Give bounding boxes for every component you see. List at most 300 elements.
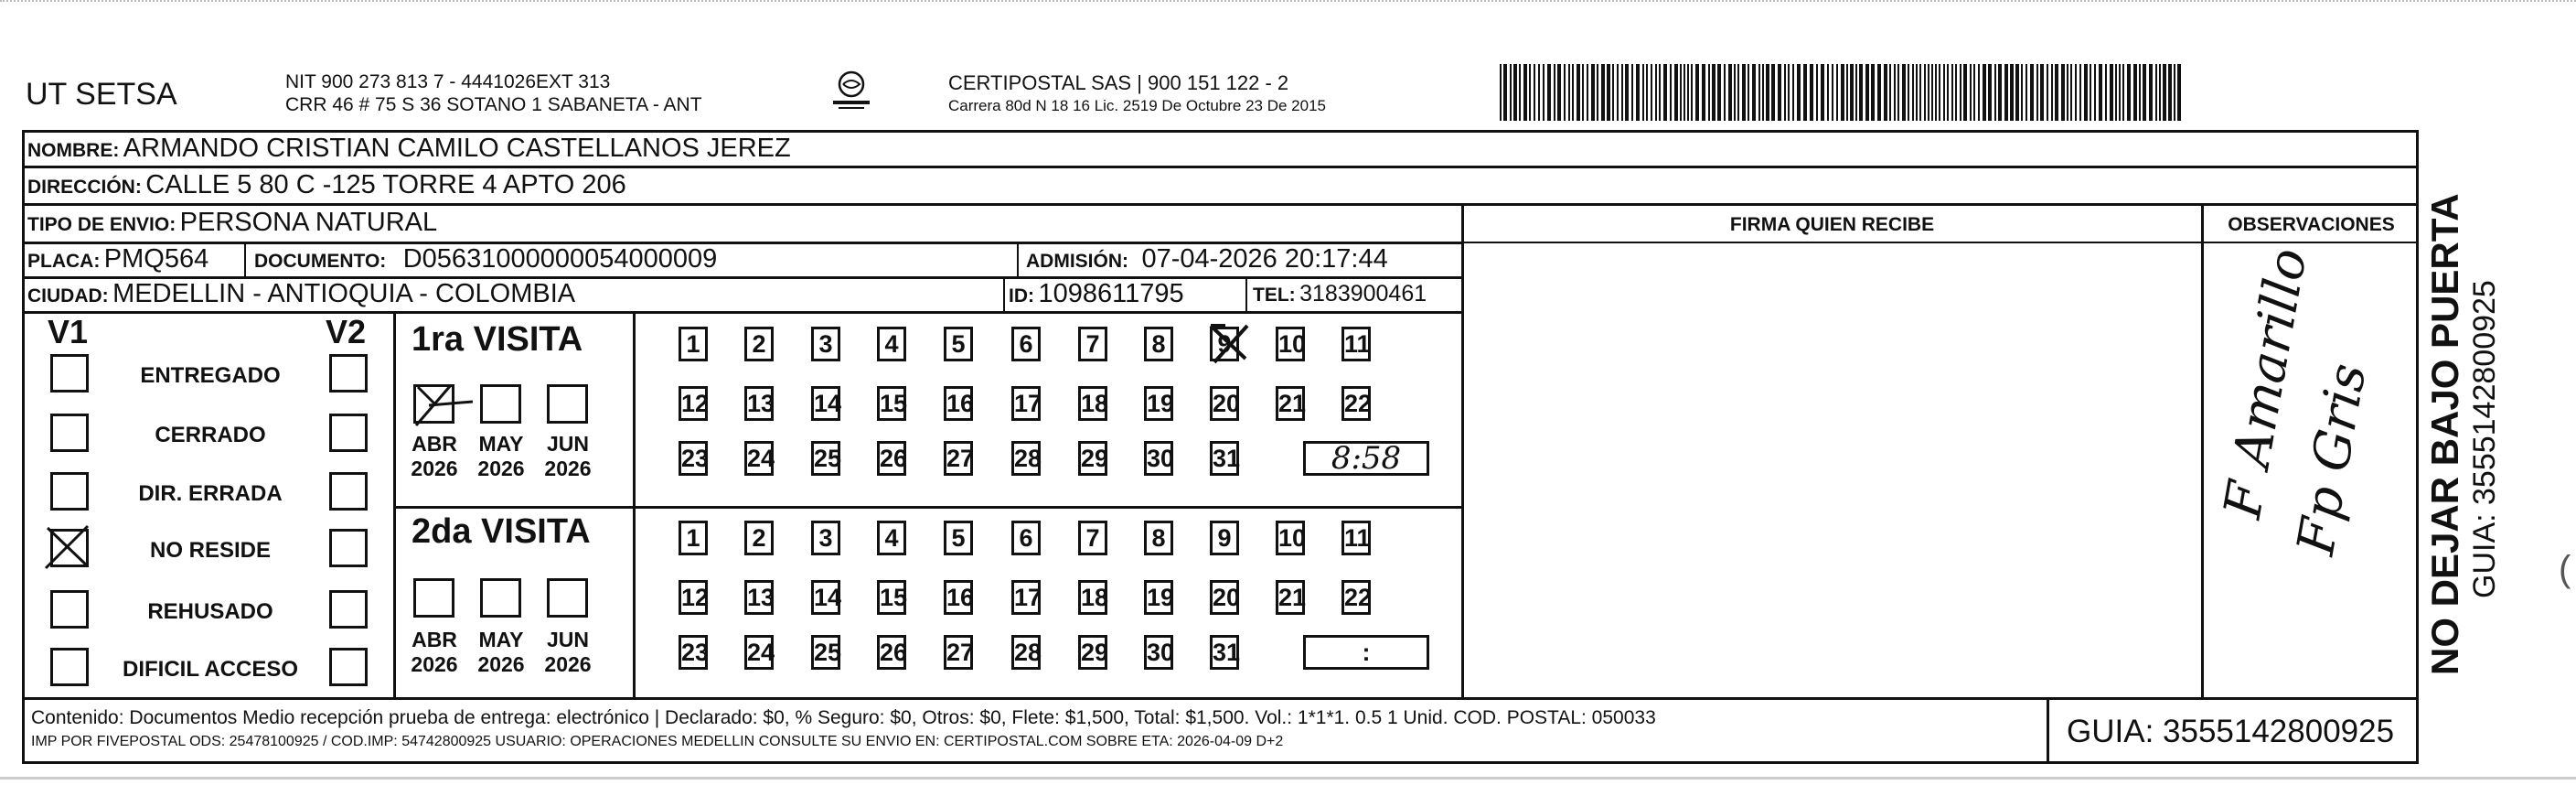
month-name: ABR: [412, 432, 457, 456]
visit-1-title: 1ra VISITA: [412, 320, 583, 359]
certipostal-title: CERTIPOSTAL SAS | 900 151 122 - 2: [948, 71, 1289, 94]
barcode-bar: [2090, 64, 2091, 121]
barcode-bar: [2122, 64, 2124, 121]
barcode-bar: [1625, 64, 1629, 121]
day-box[interactable]: 6: [1011, 327, 1041, 361]
status-option-label: ENTREGADO: [140, 363, 281, 388]
day-box[interactable]: 2: [744, 521, 774, 555]
month-label: [469, 432, 533, 481]
barcode-bar: [1877, 64, 1881, 121]
day-box[interactable]: 20: [1210, 386, 1239, 421]
barcode-bar: [1788, 64, 1790, 121]
barcode-bar: [1500, 64, 1502, 121]
day-box[interactable]: 28: [1011, 441, 1041, 476]
barcode-bar: [2051, 64, 2053, 121]
col-divider-observaciones: [2201, 203, 2204, 697]
barcode-bar: [1557, 64, 1561, 121]
day-box[interactable]: 31: [1210, 441, 1239, 476]
status-option-label: DIR. ERRADA: [138, 481, 283, 506]
v2-label: V2: [326, 313, 367, 350]
day-box[interactable]: 1: [679, 521, 708, 555]
v2-checkbox[interactable]: [329, 354, 368, 392]
barcode-bar: [1983, 64, 1986, 121]
barcode-bar: [1963, 64, 1967, 121]
admision-label: ADMISIÓN:: [1026, 251, 1128, 272]
day-box[interactable]: 30: [1144, 441, 1173, 476]
barcode-bar: [1577, 64, 1580, 121]
day-box[interactable]: 29: [1078, 635, 1107, 670]
day-box[interactable]: 17: [1011, 580, 1041, 615]
barcode-bar: [1503, 64, 1507, 121]
day-box[interactable]: 27: [944, 441, 973, 476]
barcode-bar: [2099, 64, 2102, 121]
company-name: UT SETSA: [26, 77, 177, 112]
barcode-bar: [1836, 64, 1838, 121]
barcode-bar: [1717, 64, 1721, 121]
barcode-bar: [1564, 64, 1566, 121]
day-box[interactable]: 8: [1144, 521, 1173, 555]
month-name: MAY: [478, 432, 524, 456]
tel-label: TEL:: [1253, 285, 1296, 306]
barcode-bar: [1523, 64, 1527, 121]
barcode-bar: [1621, 64, 1623, 121]
day-box[interactable]: 16: [944, 386, 973, 421]
barcode-bar: [2079, 64, 2081, 121]
day-box[interactable]: 23: [679, 635, 708, 670]
day-box[interactable]: 21: [1276, 580, 1305, 615]
day-box[interactable]: 14: [811, 386, 840, 421]
scan-edge-bottom: [0, 777, 2576, 780]
barcode-bar: [1803, 64, 1807, 121]
day-box[interactable]: 4: [877, 327, 906, 361]
barcode-bar: [2168, 64, 2172, 121]
day-box[interactable]: 14: [811, 580, 840, 615]
day-box[interactable]: 22: [1341, 386, 1371, 421]
barcode-bar: [2174, 64, 2175, 121]
barcode-bar: [1670, 64, 1672, 121]
day-check-mark: [1207, 322, 1251, 366]
scan-mark: (: [2559, 549, 2571, 589]
barcode-bar: [1897, 64, 1899, 121]
barcode-bar: [1724, 64, 1726, 121]
address-line: CRR 46 # 75 S 36 SOTANO 1 SABANETA - ANT: [285, 94, 702, 115]
barcode-bar: [1554, 64, 1555, 121]
v2-checkbox[interactable]: [329, 648, 368, 686]
day-box[interactable]: 4: [877, 521, 906, 555]
v1-checkbox[interactable]: [50, 414, 89, 452]
month-year: 2026: [411, 457, 458, 480]
barcode-bar: [1970, 64, 1972, 121]
months-divider: [633, 311, 636, 697]
nombre-field: [27, 134, 791, 164]
barcode-bar: [1572, 64, 1574, 121]
month-year: 2026: [477, 457, 525, 480]
barcode-bar: [2094, 64, 2096, 121]
barcode-bar: [1871, 64, 1875, 121]
v1-checkbox[interactable]: [50, 529, 89, 567]
month-label: [402, 432, 466, 481]
row-line: [22, 166, 2419, 168]
barcode-bar: [2036, 64, 2038, 121]
day-box[interactable]: 26: [877, 441, 906, 476]
barcode-bar: [1827, 64, 1829, 121]
certipostal-sub: Carrera 80d N 18 16 Lic. 2519 De Octubre 23 De 2015: [948, 97, 1326, 114]
barcode-bar: [1943, 64, 1945, 121]
barcode-bar: [2030, 64, 2034, 121]
month-year: 2026: [544, 652, 592, 676]
barcode-bar: [1587, 64, 1588, 121]
barcode-bar: [2143, 64, 2146, 121]
no-dejar-warning: NO DEJAR BAJO PUERTA: [2423, 193, 2466, 675]
barcode-bar: [1601, 64, 1605, 121]
barcode-bar: [1797, 64, 1801, 121]
firma-header: FIRMA QUIEN RECIBE: [1729, 214, 1935, 235]
barcode-bar: [1659, 64, 1661, 121]
barcode-bar: [1784, 64, 1786, 121]
barcode-bar: [1832, 64, 1833, 121]
day-box[interactable]: 29: [1078, 441, 1107, 476]
day-box[interactable]: 12: [679, 386, 708, 421]
month-name: ABR: [412, 628, 457, 651]
barcode-bar: [2021, 64, 2023, 121]
direccion-value: CALLE 5 80 C -125 TORRE 4 APTO 206: [145, 170, 626, 199]
barcode-bar: [2070, 64, 2072, 121]
month-checkbox-may[interactable]: [480, 384, 521, 424]
barcode-bar: [2133, 64, 2137, 121]
barcode-bar: [1846, 64, 1848, 121]
barcode-bar: [1928, 64, 1929, 121]
barcode-bar: [2110, 64, 2113, 121]
barcode-bar: [1931, 64, 1933, 121]
day-box[interactable]: 13: [744, 580, 774, 615]
barcode-bar: [1947, 64, 1949, 121]
footer-imp: IMP POR FIVEPOSTAL ODS: 25478100925 / COD.IMP: 54742800925 USUARIO: OPERACIONES MEDELLIN CONSULTE SU ENVIO EN: CERTIPOSTAL.COM SOBRE ETA: 2026-04-09 D+2: [31, 734, 1284, 749]
id-field: [1009, 279, 1184, 309]
nombre-label: NOMBRE:: [27, 140, 120, 161]
barcode-bar: [2139, 64, 2141, 121]
barcode-bar: [1865, 64, 1869, 121]
day-box[interactable]: 19: [1144, 386, 1173, 421]
barcode-bar: [2075, 64, 2077, 121]
barcode-bar: [1919, 64, 1921, 121]
id-value: 1098611795: [1038, 279, 1184, 308]
day-box[interactable]: 7: [1078, 327, 1107, 361]
month-label: [536, 628, 600, 677]
status-option-label: NO RESIDE: [149, 538, 272, 563]
barcode-bar: [2155, 64, 2157, 121]
barcode-bar: [1748, 64, 1749, 121]
barcode-bar: [1655, 64, 1657, 121]
day-box[interactable]: 2: [744, 327, 774, 361]
status-option-label: DIFICIL ACCESO: [122, 657, 298, 682]
barcode-bar: [1534, 64, 1535, 121]
barcode-bar: [1955, 64, 1957, 121]
day-box[interactable]: 24: [744, 635, 774, 670]
col-divider-firma: [1461, 203, 1464, 697]
barcode-bar: [2119, 64, 2121, 121]
barcode-bar: [1951, 64, 1953, 121]
barcode-bar: [2026, 64, 2027, 121]
admision-divider: [1017, 242, 1019, 276]
barcode-bar: [1591, 64, 1595, 121]
month-year: 2026: [544, 457, 592, 480]
barcode-bar: [2055, 64, 2058, 121]
documento-value: D05631000000054000009: [402, 244, 718, 274]
tel-field: [1253, 281, 1427, 307]
barcode-bar: [1884, 64, 1887, 121]
day-box[interactable]: 20: [1210, 580, 1239, 615]
barcode-bar: [1728, 64, 1732, 121]
barcode-bar: [2061, 64, 2065, 121]
day-box[interactable]: 31: [1210, 635, 1239, 670]
day-box[interactable]: 28: [1011, 635, 1041, 670]
barcode-bar: [1752, 64, 1756, 121]
day-box[interactable]: 15: [877, 580, 906, 615]
id-label: ID:: [1009, 285, 1034, 306]
day-box[interactable]: 6: [1011, 521, 1041, 555]
barcode-bar: [1821, 64, 1824, 121]
day-box[interactable]: 11: [1341, 327, 1371, 361]
day-box[interactable]: 25: [811, 441, 840, 476]
day-box[interactable]: 8: [1144, 327, 1173, 361]
v2-checkbox[interactable]: [329, 414, 368, 452]
barcode-bar: [1674, 64, 1678, 121]
barcode-bar: [1994, 64, 1996, 121]
visit-divider: [393, 506, 1461, 509]
barcode-bar: [1998, 64, 2002, 121]
barcode-bar: [1683, 64, 1685, 121]
status-divider: [393, 311, 396, 697]
tel-value: 3183900461: [1299, 281, 1427, 306]
barcode-bar: [1939, 64, 1940, 121]
month-name: JUN: [546, 628, 589, 651]
barcode-bar: [1908, 64, 1909, 121]
v1-checkbox[interactable]: [50, 590, 89, 629]
tipo-envio-field: [27, 208, 437, 238]
barcode-bar: [1902, 64, 1906, 121]
barcode-bar: [1687, 64, 1689, 121]
barcode-bar: [1912, 64, 1914, 121]
barcode-bar: [1538, 64, 1540, 121]
barcode-bar: [2067, 64, 2068, 121]
placa-divider: [244, 242, 246, 276]
side-guia: GUIA: 3555142800925: [2467, 280, 2502, 598]
placa-label: PLACA:: [27, 251, 101, 272]
direccion-label: DIRECCIÓN:: [27, 177, 142, 198]
row-line: [22, 697, 2419, 700]
barcode-bar: [1771, 64, 1775, 121]
barcode-bar: [1519, 64, 1521, 121]
barcode-bar: [1607, 64, 1610, 121]
ciudad-field: [27, 279, 575, 309]
admision-field: [1026, 244, 1388, 274]
barcode-bar: [1973, 64, 1975, 121]
day-box[interactable]: 10: [1276, 521, 1305, 555]
day-box[interactable]: 17: [1011, 386, 1041, 421]
barcode-bar: [2004, 64, 2008, 121]
tipo-label: TIPO DE ENVIO:: [27, 214, 176, 235]
barcode-bar: [1841, 64, 1844, 121]
barcode-bar: [1702, 64, 1705, 121]
day-box[interactable]: 27: [944, 635, 973, 670]
documento-field: [254, 244, 717, 274]
placa-field: [27, 244, 208, 274]
barcode-bar: [1708, 64, 1710, 121]
barcode-bar: [1762, 64, 1764, 121]
barcode-bar: [1737, 64, 1739, 121]
month-checkbox-jun[interactable]: [547, 578, 588, 618]
barcode-bar: [1924, 64, 1926, 121]
day-box[interactable]: 22: [1341, 580, 1371, 615]
id-divider: [1003, 276, 1005, 311]
barcode-bar: [2105, 64, 2107, 121]
barcode-bar: [1547, 64, 1551, 121]
barcode-bar: [2127, 64, 2131, 121]
barcode-bar: [1978, 64, 1980, 121]
barcode-bar: [1766, 64, 1769, 121]
barcode-bar: [1646, 64, 1648, 121]
day-box[interactable]: 9: [1210, 327, 1239, 361]
admision-value: 07-04-2026 20:17:44: [1141, 244, 1388, 274]
day-box[interactable]: 18: [1078, 580, 1107, 615]
day-box[interactable]: 10: [1276, 327, 1305, 361]
barcode-bar: [1712, 64, 1716, 121]
day-box[interactable]: 5: [944, 521, 973, 555]
month-year: 2026: [477, 652, 525, 676]
day-box[interactable]: 15: [877, 386, 906, 421]
footer-divider: [2047, 697, 2049, 764]
barcode-bar: [1631, 64, 1633, 121]
direccion-field: [27, 170, 626, 200]
month-checkbox-abr[interactable]: [413, 578, 454, 618]
barcode-bar: [2163, 64, 2166, 121]
footer-contenido: Contenido: Documentos Medio recepción prueba de entrega: electrónico | Declarado: $0, % Seguro: $0, Otros: $0, Flete: $1,500, Total: $1,500. Vol.: 1*1*1. 0.5 1 Unid. COD. POSTAL: 050033: [31, 707, 1656, 728]
barcode-bar: [1680, 64, 1682, 121]
certipostal-logo: [828, 66, 875, 113]
day-box[interactable]: 16: [944, 580, 973, 615]
day-box[interactable]: 1: [679, 327, 708, 361]
barcode-bar: [2040, 64, 2044, 121]
barcode-bar: [1889, 64, 1891, 121]
barcode-bar: [1617, 64, 1619, 121]
ciudad-label: CIUDAD:: [27, 285, 109, 306]
barcode-bar: [1597, 64, 1598, 121]
barcode-bar: [1651, 64, 1652, 121]
day-box[interactable]: 18: [1078, 386, 1107, 421]
status-option-label: CERRADO: [155, 423, 266, 447]
barcode-bar: [1916, 64, 1918, 121]
barcode-bar: [2115, 64, 2117, 121]
v2-checkbox[interactable]: [329, 529, 368, 567]
day-box[interactable]: 5: [944, 327, 973, 361]
barcode-bar: [1859, 64, 1863, 121]
barcode-bar: [2084, 64, 2088, 121]
barcode-bar: [1513, 64, 1517, 121]
time-box[interactable]: :: [1303, 635, 1429, 670]
day-box[interactable]: 26: [877, 635, 906, 670]
month-name: MAY: [478, 628, 524, 651]
tipo-value: PERSONA NATURAL: [179, 208, 438, 237]
barcode-bar: [2015, 64, 2019, 121]
barcode: [1500, 64, 2186, 121]
v1-checkbox[interactable]: [50, 472, 89, 511]
v2-checkbox[interactable]: [329, 590, 368, 629]
barcode-bar: [1758, 64, 1760, 121]
barcode-bar: [1695, 64, 1699, 121]
scan-edge: [0, 0, 2576, 9]
day-box[interactable]: 11: [1341, 521, 1371, 555]
barcode-bar: [1850, 64, 1854, 121]
day-box[interactable]: 13: [744, 386, 774, 421]
month-label: [469, 628, 533, 677]
tel-divider: [1245, 276, 1247, 311]
documento-label: DOCUMENTO:: [254, 251, 387, 272]
day-box[interactable]: 9: [1210, 521, 1239, 555]
barcode-bar: [1855, 64, 1857, 121]
day-box[interactable]: 19: [1144, 580, 1173, 615]
handwriting-observacion-1: F Amarillo: [2213, 243, 2319, 523]
barcode-bar: [1894, 64, 1896, 121]
barcode-bar: [1742, 64, 1746, 121]
barcode-bar: [1663, 64, 1667, 121]
row-line: [22, 203, 2419, 206]
handwriting-observacion-2: Fp Gris: [2286, 359, 2378, 560]
month-label: [536, 432, 600, 481]
time-box[interactable]: 8:58: [1303, 441, 1429, 476]
barcode-bar: [1810, 64, 1813, 121]
barcode-bar: [2149, 64, 2153, 121]
day-box[interactable]: 12: [679, 580, 708, 615]
barcode-bar: [1582, 64, 1584, 121]
day-box[interactable]: 30: [1144, 635, 1173, 670]
barcode-bar: [1510, 64, 1512, 121]
month-checkbox-jun[interactable]: [547, 384, 588, 424]
day-box[interactable]: 3: [811, 327, 840, 361]
day-box[interactable]: 23: [679, 441, 708, 476]
status-option-label: REHUSADO: [147, 599, 273, 624]
month-year: 2026: [411, 652, 458, 676]
nombre-value: ARMANDO CRISTIAN CAMILO CASTELLANOS JEREZ: [123, 134, 791, 163]
barcode-bar: [1792, 64, 1794, 121]
day-box[interactable]: 7: [1078, 521, 1107, 555]
placa-value: PMQ564: [103, 244, 209, 274]
barcode-bar: [1988, 64, 1992, 121]
month-checkbox-abr[interactable]: [413, 384, 454, 424]
barcode-bar: [1935, 64, 1937, 121]
day-box[interactable]: 21: [1276, 386, 1305, 421]
barcode-bar: [1543, 64, 1545, 121]
barcode-bar: [1529, 64, 1531, 121]
v1-checkbox[interactable]: [50, 354, 89, 392]
day-box[interactable]: 25: [811, 635, 840, 670]
day-box[interactable]: 24: [744, 441, 774, 476]
month-checkbox-may[interactable]: [480, 578, 521, 618]
barcode-bar: [1691, 64, 1693, 121]
v1-checkbox[interactable]: [50, 648, 89, 686]
barcode-bar: [1636, 64, 1640, 121]
barcode-bar: [1642, 64, 1644, 121]
v2-checkbox[interactable]: [329, 472, 368, 511]
firma-header-line: [1461, 242, 2419, 243]
barcode-bar: [2010, 64, 2014, 121]
barcode-bar: [1568, 64, 1570, 121]
day-box[interactable]: 3: [811, 521, 840, 555]
barcode-bar: [1960, 64, 1961, 121]
month-label: [402, 628, 466, 677]
footer-guia: GUIA: 3555142800925: [2067, 714, 2395, 749]
barcode-bar: [2047, 64, 2048, 121]
barcode-bar: [2177, 64, 2181, 121]
